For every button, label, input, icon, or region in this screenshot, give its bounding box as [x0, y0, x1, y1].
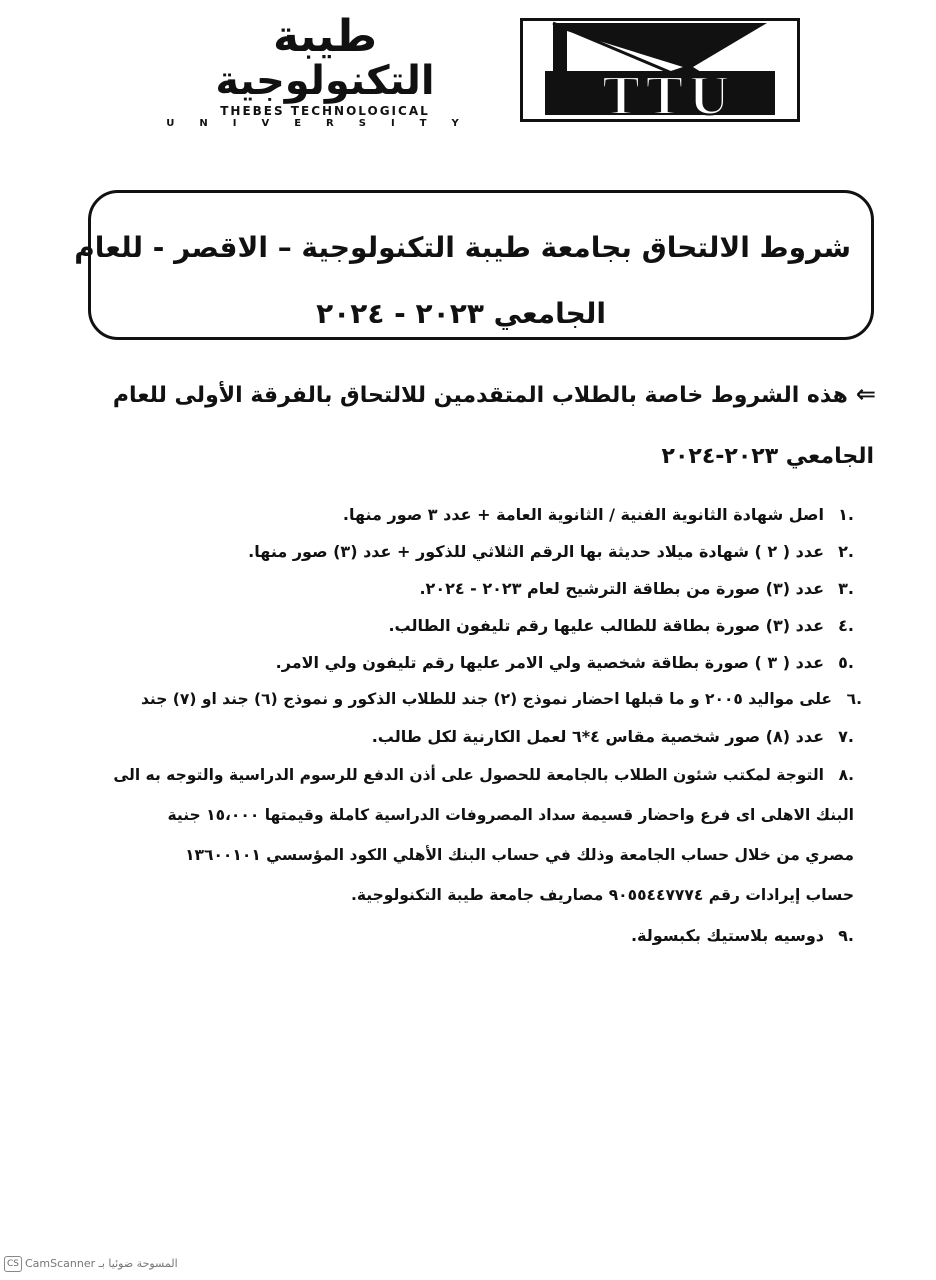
item-text: عدد (٣) صورة بطاقة للطالب عليها رقم تليفون الطالب. [388, 616, 824, 635]
university-logo [150, 12, 500, 127]
item-text: دوسيه بلاستيك بكبسولة. [630, 926, 824, 945]
title-line2: الجامعي ٢٠٢٣ - ٢٠٢٤ [316, 297, 606, 330]
item-text-line3: مصري من خلال حساب الجامعة وذلك في حساب البنك الأهلي الكود المؤسسي ١٣٦٠٠١٠١ [185, 846, 854, 864]
camscanner-watermark [4, 1256, 178, 1274]
arrow-left-icon: ⇐ [855, 380, 876, 408]
list-item [74, 570, 854, 607]
requirements-list [74, 496, 862, 954]
item-number: .٧ [838, 727, 854, 746]
logo-english-line2: UNIVERSITY [166, 118, 484, 129]
list-item [74, 917, 854, 954]
item-number: .١ [838, 505, 854, 524]
item-number: .٨ [838, 766, 854, 784]
ttu-logo [520, 18, 800, 127]
camscanner-icon: CS [4, 1256, 22, 1272]
item-number: .٥ [838, 653, 854, 672]
item-number: .٢ [838, 542, 854, 561]
list-item [74, 718, 854, 755]
item-number: .٦ [846, 690, 862, 708]
item-text-line1: التوجة لمكتب شئون الطلاب بالجامعة للحصول على أذن الدفع للرسوم الدراسية والتوجه به الى [113, 766, 824, 784]
ttu-logo-text: TTU [602, 65, 736, 127]
item-number: .٤ [838, 616, 854, 635]
item-text-line4: حساب إيرادات رقم ٩٠٥٥٤٤٧٧٧٤ مصاريف جامعة طيبة التكنولوجية. [350, 886, 854, 904]
item-text: عدد (٨) صور شخصية مقاس ٤*٦ لعمل الكارنية لكل طالب. [371, 727, 824, 746]
list-item [74, 533, 854, 570]
item-text: اصل شهادة الثانوية الفنية / الثانوية العامة + عدد ٣ صور منها. [342, 505, 824, 524]
intro-line2: الجامعي ٢٠٢٣-٢٠٢٤ [661, 444, 874, 469]
item-number: .٣ [838, 579, 854, 598]
item-text: على مواليد ٢٠٠٥ و ما قبلها احضار نموذج (٢) جند للطلاب الذكور و نموذج (٦) جند او (٧) جند [140, 690, 832, 708]
title-line1: شروط الالتحاق بجامعة طيبة التكنولوجية – الاقصر - للعام [74, 231, 851, 264]
logo-arabic-line2: التكنولوجية [215, 58, 435, 104]
item-text: عدد ( ٣ ) صورة بطاقة شخصية ولي الامر عليها رقم تليفون ولي الامر. [275, 653, 824, 672]
camscanner-text: CamScanner المسوحة ضوئيا بـ [25, 1257, 178, 1270]
item-text-line2: البنك الاهلى اى فرع واحضار قسيمة سداد المصروفات الدراسية كاملة وقيمتها ١٥،٠٠٠ جنية [167, 806, 854, 824]
intro-line1 [112, 380, 876, 408]
logo-english-line1: THEBES TECHNOLOGICAL [220, 104, 430, 118]
logo-arabic-line1: طيبة [272, 11, 378, 62]
intro-text-1: هذه الشروط خاصة بالطلاب المتقدمين للالتحاق بالفرقة الأولى للعام [112, 383, 848, 408]
title-box [74, 190, 874, 340]
item-text: عدد ( ٢ ) شهادة ميلاد حديثة بها الرقم الثلاثي للذكور + عدد (٣) صور منها. [248, 542, 824, 561]
list-item [74, 644, 854, 681]
item-text: عدد (٣) صورة من بطاقة الترشيح لعام ٢٠٢٣ - ٢٠٢٤. [419, 579, 824, 598]
list-item [74, 681, 862, 718]
item-number: .٩ [838, 926, 854, 945]
list-item [74, 755, 854, 915]
list-item [74, 607, 854, 644]
list-item [74, 496, 854, 533]
